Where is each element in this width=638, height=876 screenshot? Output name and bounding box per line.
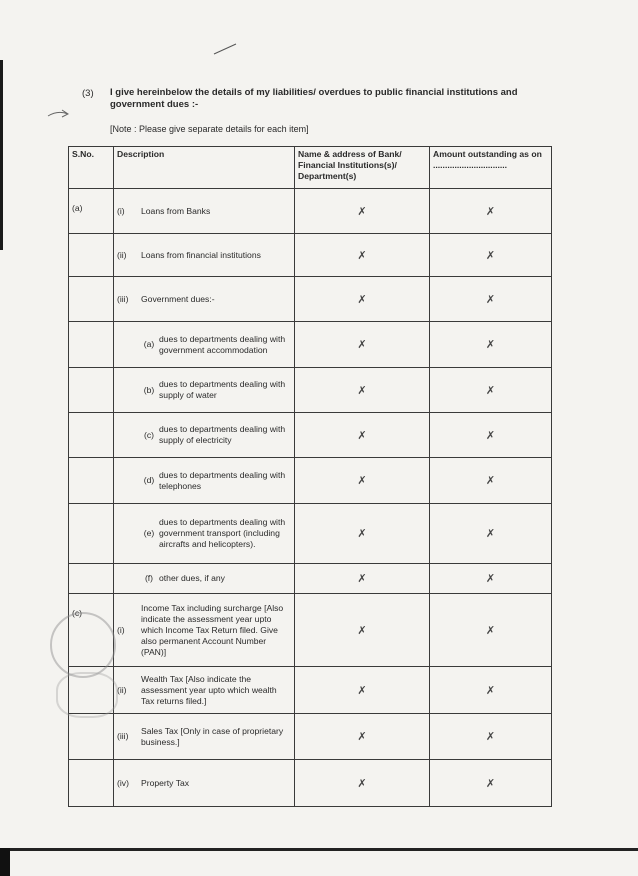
cross-mark-icon: ✗ (485, 623, 496, 637)
row-amount-cell (430, 322, 552, 368)
cross-mark-icon: ✗ (485, 474, 496, 487)
row-description-cell (114, 564, 295, 594)
row-roman-marker: (ii) (117, 249, 127, 260)
section-heading: I give hereinbelow the details of my liabilities/ overdues to public financial institutions and government dues :- (110, 87, 518, 110)
row-alpha-marker: (c) (143, 429, 155, 440)
row-name-address-cell (295, 234, 430, 277)
row-sno (69, 413, 114, 458)
row-roman-marker: (iii) (117, 731, 129, 741)
official-seal-stamp-partial (56, 672, 118, 718)
row-name-address-cell (295, 714, 430, 760)
row-description-cell (114, 368, 295, 413)
row-description (117, 726, 291, 748)
row-name-address-cell (295, 277, 430, 322)
cross-mark-icon: ✗ (485, 292, 496, 306)
row-amount-cell (430, 564, 552, 594)
row-description (117, 250, 291, 261)
row-name-address-cell (295, 413, 430, 458)
row-alpha-marker: (b) (143, 384, 155, 395)
row-name-address-cell (295, 504, 430, 564)
row-name-address-cell (295, 760, 430, 807)
row-sno (69, 458, 114, 504)
row-name-address-cell (295, 458, 430, 504)
table-row (69, 234, 552, 277)
row-amount-cell (430, 594, 552, 667)
row-description-text: Wealth Tax [Also indicate the assessment year upto which wealth Tax returns filed.] (141, 673, 277, 706)
row-sno (69, 714, 114, 760)
cross-mark-icon: ✗ (357, 383, 367, 397)
table-row (69, 564, 552, 594)
row-description-text: Loans from financial institutions (141, 249, 261, 260)
row-sno (69, 760, 114, 807)
cross-mark-icon: ✗ (357, 474, 367, 487)
cross-mark-icon: ✗ (357, 428, 367, 442)
table-row (69, 667, 552, 714)
row-description-text: dues to departments dealing with supply of water (159, 379, 286, 400)
row-sno (69, 564, 114, 594)
row-amount-cell (430, 458, 552, 504)
section-number: (3) (82, 88, 94, 99)
cross-mark-icon: ✗ (485, 428, 496, 442)
row-description-cell (114, 594, 295, 667)
row-alpha-marker: (a) (143, 339, 155, 349)
cross-mark-icon: ✗ (357, 292, 367, 306)
table-row (69, 322, 552, 368)
row-amount-cell (430, 368, 552, 413)
cross-mark-icon: ✗ (357, 623, 367, 637)
pen-stroke-mark (212, 42, 238, 56)
row-amount-cell (430, 760, 552, 807)
cross-mark-icon: ✗ (485, 730, 496, 743)
row-roman-marker: (i) (117, 205, 125, 216)
table-row (69, 504, 552, 564)
row-roman-marker: (iii) (117, 293, 129, 304)
row-description-text: Sales Tax [Only in case of proprietary business.] (141, 725, 284, 747)
row-description (117, 334, 291, 356)
pen-arrow-mark (46, 106, 72, 120)
cross-mark-icon: ✗ (485, 204, 496, 218)
table-row (69, 368, 552, 413)
cross-mark-icon: ✗ (485, 776, 496, 790)
scan-edge-left (0, 60, 3, 250)
row-description-text: other dues, if any (159, 573, 225, 583)
row-sno (69, 504, 114, 564)
table-row (69, 277, 552, 322)
row-description (117, 470, 291, 492)
row-amount-cell (430, 413, 552, 458)
cross-mark-icon: ✗ (485, 683, 496, 697)
cross-mark-icon: ✗ (485, 338, 496, 351)
row-description-cell (114, 760, 295, 807)
row-description-text: dues to departments dealing with government transport (including aircrafts and helicopters). (159, 517, 286, 549)
scan-edge-corner (0, 848, 10, 876)
row-sno (69, 322, 114, 368)
row-description (117, 573, 291, 584)
row-description (117, 206, 291, 217)
row-roman-marker: (ii) (117, 684, 127, 695)
row-amount-cell (430, 714, 552, 760)
liabilities-table (68, 146, 552, 807)
row-roman-marker: (i) (117, 624, 125, 635)
row-description-cell (114, 667, 295, 714)
row-description-text: Loans from Banks (141, 205, 211, 216)
row-sno (69, 368, 114, 413)
header-amount: Amount outstanding as on ............................... (430, 147, 552, 189)
scan-edge-bottom (0, 848, 638, 851)
row-amount-cell (430, 504, 552, 564)
section-note: [Note : Please give separate details for each item] (110, 124, 309, 134)
official-seal-stamp (50, 612, 116, 678)
row-alpha-marker: (e) (143, 528, 155, 538)
row-amount-cell (430, 234, 552, 277)
row-description-cell (114, 714, 295, 760)
row-name-address-cell (295, 564, 430, 594)
row-description (117, 674, 291, 707)
row-description-cell (114, 322, 295, 368)
row-name-address-cell (295, 594, 430, 667)
row-description (117, 424, 291, 446)
table-row (69, 714, 552, 760)
row-description-cell (114, 234, 295, 277)
row-description (117, 603, 291, 658)
row-sno: (a) (69, 189, 114, 234)
row-description (117, 778, 291, 789)
cross-mark-icon: ✗ (357, 527, 367, 540)
cross-mark-icon: ✗ (357, 730, 367, 743)
row-name-address-cell (295, 368, 430, 413)
row-name-address-cell (295, 667, 430, 714)
row-amount-cell (430, 189, 552, 234)
row-description-text: dues to departments dealing with supply of electricity (159, 424, 286, 445)
row-description (117, 379, 291, 401)
table-header-row (69, 147, 552, 189)
row-description-text: Property Tax (141, 777, 190, 788)
row-amount-cell (430, 667, 552, 714)
row-description-cell (114, 413, 295, 458)
row-name-address-cell (295, 322, 430, 368)
header-description: Description (114, 147, 295, 189)
row-name-address-cell (295, 189, 430, 234)
row-sno: (c) (69, 594, 114, 667)
table-row (69, 594, 552, 667)
cross-mark-icon: ✗ (485, 527, 496, 540)
table-row (69, 189, 552, 234)
row-description-text: Income Tax including surcharge [Also indicate the assessment year upto which Income Tax Return filed. Give also permanent Account Number (PAN)] (141, 602, 284, 657)
row-description-text: dues to departments dealing with government accommodation (159, 333, 286, 355)
table-row (69, 458, 552, 504)
row-description-cell (114, 189, 295, 234)
cross-mark-icon: ✗ (357, 338, 367, 351)
row-amount-cell (430, 277, 552, 322)
table-body (69, 189, 552, 807)
row-description (117, 294, 291, 305)
header-sno: S.No. (69, 147, 114, 189)
row-description-text: Government dues:- (141, 293, 215, 304)
cross-mark-icon: ✗ (357, 248, 367, 262)
cross-mark-icon: ✗ (485, 383, 496, 397)
table-row (69, 413, 552, 458)
row-description-cell (114, 277, 295, 322)
row-sno (69, 234, 114, 277)
row-sno (69, 277, 114, 322)
row-alpha-marker: (f) (144, 573, 154, 583)
header-name-address: Name & address of Bank/ Financial Institutions(s)/ Department(s) (295, 147, 430, 189)
row-description-text: dues to departments dealing with telephones (159, 469, 286, 491)
row-roman-marker: (iv) (117, 777, 129, 788)
row-description-cell (114, 458, 295, 504)
cross-mark-icon: ✗ (357, 572, 367, 585)
cross-mark-icon: ✗ (357, 683, 367, 697)
row-alpha-marker: (d) (143, 475, 155, 485)
cross-mark-icon: ✗ (357, 204, 367, 218)
cross-mark-icon: ✗ (357, 776, 367, 790)
row-description (117, 517, 291, 550)
table-row (69, 760, 552, 807)
cross-mark-icon: ✗ (485, 248, 496, 262)
cross-mark-icon: ✗ (485, 572, 496, 585)
row-description-cell (114, 504, 295, 564)
